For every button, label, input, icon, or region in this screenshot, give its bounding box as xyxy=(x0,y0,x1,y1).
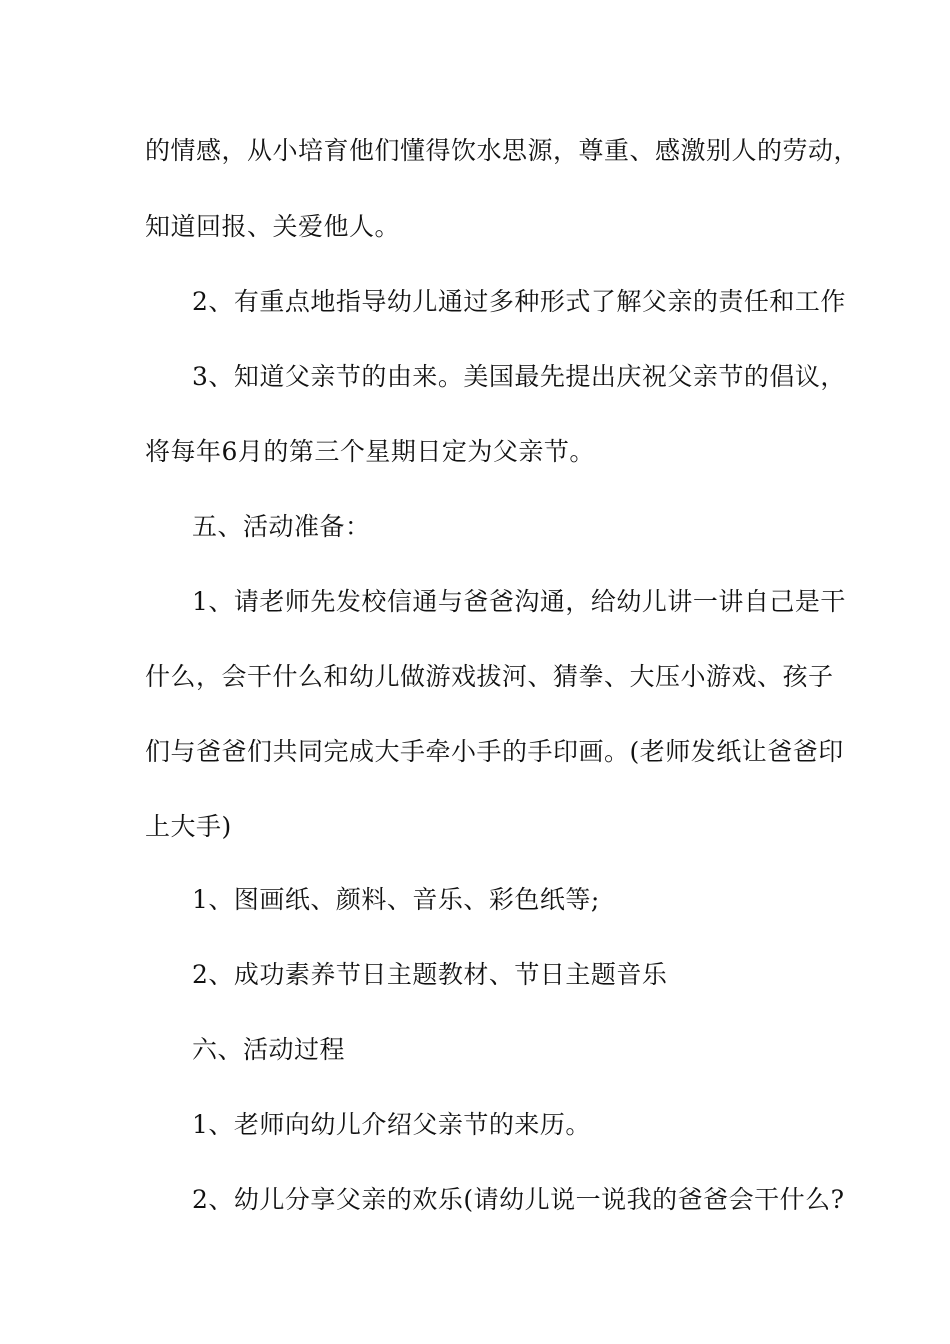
text-line: 将每年6月的第三个星期日定为父亲节。 xyxy=(145,437,595,466)
text-line: 1、请老师先发校信通与爸爸沟通，给幼儿讲一讲自己是干 xyxy=(192,587,846,616)
text-line: 3、知道父亲节的由来。美国最先提出庆祝父亲节的倡议， xyxy=(192,362,846,391)
text-line: 2、有重点地指导幼儿通过多种形式了解父亲的责任和工作 xyxy=(192,287,846,316)
text-line: 上大手) xyxy=(145,812,232,841)
section-heading: 五、活动准备： xyxy=(192,512,371,541)
text-line: 2、幼儿分享父亲的欢乐(请幼儿说一说我的爸爸会干什么? xyxy=(192,1185,845,1214)
text-line: 1、图画纸、颜料、音乐、彩色纸等; xyxy=(192,885,600,914)
text-line: 2、成功素养节日主题教材、节日主题音乐 xyxy=(192,960,668,989)
text-line: 们与爸爸们共同完成大手牵小手的手印画。(老师发纸让爸爸印 xyxy=(145,737,844,766)
text-line: 的情感，从小培育他们懂得饮水思源，尊重、感激别人的劳动， xyxy=(145,136,860,165)
section-heading: 六、活动过程 xyxy=(192,1035,346,1064)
text-line: 知道回报、关爱他人。 xyxy=(145,212,401,241)
text-line: 1、老师向幼儿介绍父亲节的来历。 xyxy=(192,1110,591,1139)
text-line: 什么，会干什么和幼儿做游戏拔河、猜拳、大压小游戏、孩子 xyxy=(145,662,834,691)
